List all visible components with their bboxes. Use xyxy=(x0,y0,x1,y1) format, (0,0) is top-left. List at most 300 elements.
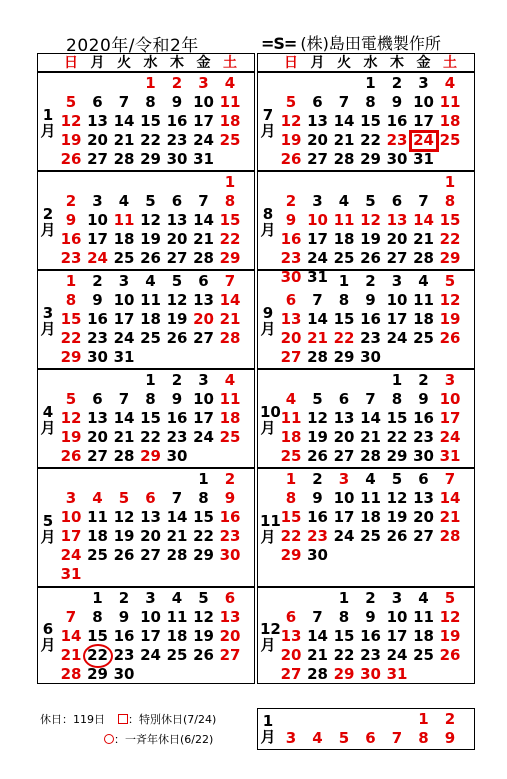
special-holiday-marker xyxy=(409,130,439,152)
day-cell: 29 xyxy=(219,249,241,267)
day-cell: 24 xyxy=(87,249,108,267)
month-label: 1 月 xyxy=(260,712,276,746)
day-cell: 16 xyxy=(60,230,82,248)
legend-total: 休日：119日 xyxy=(40,713,105,726)
day-cell: 23 xyxy=(166,131,188,149)
day-cell: 30 xyxy=(166,150,188,168)
day-cell: 29 xyxy=(87,665,108,683)
day-cell: 26 xyxy=(280,150,302,168)
day-cell: 8 xyxy=(198,489,209,507)
day-cell: 25 xyxy=(333,249,355,267)
day-cell: 14 xyxy=(113,112,135,130)
day-cell: 4 xyxy=(312,729,323,747)
day-cell: 10 xyxy=(413,93,434,111)
day-cell: 3 xyxy=(418,74,429,92)
day-cell: 30 xyxy=(360,348,381,366)
month-block xyxy=(257,468,475,587)
day-cell: 12 xyxy=(307,409,328,427)
day-cell: 16 xyxy=(87,310,108,328)
day-cell: 16 xyxy=(219,508,241,526)
day-cell: 22 xyxy=(360,131,381,149)
day-cell: 31 xyxy=(60,565,82,583)
day-cell: 1 xyxy=(444,173,456,191)
day-cell: 3 xyxy=(285,729,297,747)
day-cell: 5 xyxy=(444,589,456,607)
day-cell: 8 xyxy=(391,390,403,408)
day-cell: 10 xyxy=(60,508,82,526)
day-cell: 5 xyxy=(285,93,297,111)
day-cell: 3 xyxy=(391,272,403,290)
day-cell: 31 xyxy=(413,150,434,168)
legend-holiday-text: ：一斉年休日(6/22) xyxy=(114,733,214,746)
day-cell: 20 xyxy=(280,646,302,664)
day-cell: 8 xyxy=(92,608,103,626)
day-cell: 3 xyxy=(444,371,456,389)
day-cell: 25 xyxy=(219,131,241,149)
day-cell: 9 xyxy=(171,93,183,111)
day-cell: 4 xyxy=(365,470,376,488)
day-cell: 9 xyxy=(171,390,183,408)
day-cell: 29 xyxy=(60,348,82,366)
day-cell: 31 xyxy=(386,665,408,683)
day-cell: 27 xyxy=(386,249,408,267)
day-cell: 5 xyxy=(65,390,77,408)
day-cell: 18 xyxy=(87,527,108,545)
weekday-header xyxy=(37,53,255,72)
day-cell: 1 xyxy=(224,173,236,191)
day-cell: 21 xyxy=(113,131,135,149)
day-cell: 17 xyxy=(333,508,355,526)
day-cell: 2 xyxy=(171,74,183,92)
day-cell: 20 xyxy=(87,428,108,446)
day-cell: 22 xyxy=(386,428,408,446)
day-cell: 18 xyxy=(166,627,188,645)
day-cell: 27 xyxy=(193,329,214,347)
day-cell: 19 xyxy=(140,230,161,248)
day-cell: 6 xyxy=(224,589,236,607)
day-cell: 26 xyxy=(193,646,214,664)
day-cell: 5 xyxy=(65,93,77,111)
day-cell: 7 xyxy=(118,93,130,111)
day-cell: 26 xyxy=(439,646,461,664)
day-cell: 3 xyxy=(198,371,209,389)
weekday-label: 木 xyxy=(170,55,184,71)
day-cell: 17 xyxy=(386,627,408,645)
day-cell: 9 xyxy=(118,608,130,626)
day-cell: 2 xyxy=(365,272,376,290)
day-cell: 21 xyxy=(360,428,381,446)
day-cell: 25 xyxy=(140,329,161,347)
day-cell: 15 xyxy=(386,409,408,427)
day-cell: 13 xyxy=(87,409,108,427)
day-cell: 19 xyxy=(360,230,381,248)
day-cell: 15 xyxy=(333,310,355,328)
day-cell: 2 xyxy=(224,470,236,488)
day-cell: 31 xyxy=(113,348,135,366)
day-cell: 9 xyxy=(65,211,77,229)
day-cell: 15 xyxy=(193,508,214,526)
day-cell: 27 xyxy=(280,348,302,366)
day-cell: 20 xyxy=(219,627,241,645)
day-cell: 19 xyxy=(439,310,461,328)
month-label: 11 月 xyxy=(260,511,281,546)
day-cell: 2 xyxy=(444,710,456,728)
day-cell: 11 xyxy=(113,211,135,229)
day-cell: 6 xyxy=(418,470,429,488)
day-cell: 13 xyxy=(386,211,408,229)
day-cell: 22 xyxy=(439,230,461,248)
day-cell: 19 xyxy=(60,131,82,149)
day-cell: 4 xyxy=(224,74,236,92)
weekday-label: 日 xyxy=(284,55,298,71)
day-cell: 28 xyxy=(219,329,241,347)
day-cell: 13 xyxy=(140,508,161,526)
day-cell: 12 xyxy=(166,291,188,309)
day-cell: 11 xyxy=(333,211,355,229)
day-cell: 1 xyxy=(391,371,403,389)
day-cell: 4 xyxy=(444,74,456,92)
day-cell: 5 xyxy=(365,192,376,210)
day-cell: 13 xyxy=(333,409,355,427)
day-cell: 11 xyxy=(439,93,461,111)
month-label: 3 月 xyxy=(40,303,56,338)
day-cell: 13 xyxy=(280,310,302,328)
day-cell: 23 xyxy=(166,428,188,446)
day-cell: 18 xyxy=(413,627,434,645)
day-cell: 6 xyxy=(198,272,209,290)
day-cell: 26 xyxy=(60,150,82,168)
legend-special-text: ：特別休日(7/24) xyxy=(128,713,217,726)
day-cell: 10 xyxy=(386,291,408,309)
day-cell: 1 xyxy=(285,470,297,488)
day-cell: 14 xyxy=(219,291,241,309)
month-block xyxy=(257,171,475,286)
day-cell: 29 xyxy=(360,150,381,168)
day-cell: 22 xyxy=(60,329,82,347)
day-cell: 7 xyxy=(418,192,429,210)
day-cell: 3 xyxy=(65,489,77,507)
day-cell: 11 xyxy=(413,291,434,309)
day-cell: 28 xyxy=(360,447,381,465)
day-cell: 8 xyxy=(444,192,456,210)
day-cell: 16 xyxy=(166,409,188,427)
day-cell: 21 xyxy=(333,131,355,149)
day-cell: 20 xyxy=(87,131,108,149)
day-cell: 1 xyxy=(418,710,429,728)
day-cell: 22 xyxy=(140,131,161,149)
day-cell: 2 xyxy=(92,272,103,290)
day-cell: 27 xyxy=(87,447,108,465)
day-cell: 16 xyxy=(386,112,408,130)
day-cell: 23 xyxy=(360,646,381,664)
day-cell: 21 xyxy=(413,230,434,248)
day-cell: 4 xyxy=(92,489,103,507)
day-cell: 11 xyxy=(166,608,188,626)
day-cell: 25 xyxy=(166,646,188,664)
day-cell: 17 xyxy=(307,230,328,248)
day-cell: 16 xyxy=(360,310,381,328)
day-cell: 1 xyxy=(338,589,350,607)
day-cell: 28 xyxy=(60,665,82,683)
day-cell: 6 xyxy=(285,608,297,626)
day-cell: 24 xyxy=(193,428,214,446)
day-cell: 18 xyxy=(413,310,434,328)
month-label: 8 月 xyxy=(260,204,276,239)
day-cell: 3 xyxy=(312,192,323,210)
month-label: 4 月 xyxy=(40,402,56,437)
day-cell: 27 xyxy=(307,150,328,168)
month-label: 1 月 xyxy=(40,105,56,140)
company-logo: =S= xyxy=(261,34,297,53)
day-cell: 19 xyxy=(439,627,461,645)
day-cell: 18 xyxy=(439,112,461,130)
day-cell: 29 xyxy=(386,447,408,465)
weekday-label: 木 xyxy=(390,55,404,71)
square-icon xyxy=(118,714,128,724)
day-cell: 11 xyxy=(87,508,108,526)
day-cell: 21 xyxy=(193,230,214,248)
day-cell: 26 xyxy=(166,329,188,347)
day-cell: 19 xyxy=(307,428,328,446)
weekday-label: 水 xyxy=(143,55,158,71)
day-cell: 7 xyxy=(118,390,130,408)
day-cell: 6 xyxy=(338,390,350,408)
day-cell: 9 xyxy=(444,729,456,747)
day-cell: 28 xyxy=(413,249,434,267)
day-cell: 30 xyxy=(307,546,328,564)
day-cell: 13 xyxy=(280,627,302,645)
day-cell: 12 xyxy=(113,508,135,526)
day-cell: 3 xyxy=(391,589,403,607)
day-cell: 13 xyxy=(413,489,434,507)
day-cell: 2 xyxy=(365,589,376,607)
day-cell: 21 xyxy=(307,646,328,664)
day-cell: 22 xyxy=(333,329,355,347)
day-cell: 13 xyxy=(307,112,328,130)
day-cell: 17 xyxy=(140,627,161,645)
day-cell: 10 xyxy=(386,608,408,626)
day-cell: 6 xyxy=(171,192,183,210)
day-cell: 11 xyxy=(360,489,381,507)
day-cell: 29 xyxy=(333,348,355,366)
day-cell: 10 xyxy=(439,390,461,408)
weekday-label: 火 xyxy=(337,55,351,71)
day-cell: 19 xyxy=(113,527,135,545)
month-label: 12 月 xyxy=(260,619,281,654)
day-cell: 14 xyxy=(113,409,135,427)
day-cell: 15 xyxy=(60,310,82,328)
day-cell: 15 xyxy=(333,627,355,645)
day-cell: 6 xyxy=(365,729,376,747)
day-cell: 27 xyxy=(219,646,241,664)
day-cell: 10 xyxy=(307,211,328,229)
day-cell: 31 xyxy=(193,150,214,168)
day-cell: 5 xyxy=(338,729,350,747)
day-cell: 30 xyxy=(386,150,408,168)
day-cell: 2 xyxy=(391,74,403,92)
day-cell: 24 xyxy=(439,428,461,446)
day-cell: 16 xyxy=(413,409,434,427)
day-cell: 24 xyxy=(386,646,408,664)
day-cell: 3 xyxy=(145,589,156,607)
day-cell: 30 xyxy=(87,348,108,366)
day-cell: 3 xyxy=(338,470,350,488)
day-cell: 11 xyxy=(219,390,241,408)
day-cell: 12 xyxy=(60,112,82,130)
day-cell: 30 xyxy=(413,447,434,465)
day-cell: 12 xyxy=(439,291,461,309)
day-cell: 21 xyxy=(219,310,241,328)
day-cell: 20 xyxy=(386,230,408,248)
month-block xyxy=(37,171,255,270)
circle-icon xyxy=(104,734,114,744)
day-cell: 28 xyxy=(333,150,355,168)
day-cell: 13 xyxy=(219,608,241,626)
legend-special xyxy=(118,711,216,727)
day-cell: 28 xyxy=(113,447,135,465)
day-cell: 22 xyxy=(193,527,214,545)
day-cell: 25 xyxy=(413,646,434,664)
day-cell: 10 xyxy=(333,489,355,507)
day-cell: 8 xyxy=(224,192,236,210)
day-cell: 23 xyxy=(87,329,108,347)
day-cell: 12 xyxy=(439,608,461,626)
day-cell: 15 xyxy=(87,627,108,645)
day-cell: 24 xyxy=(60,546,82,564)
day-cell: 14 xyxy=(307,627,328,645)
day-cell: 2 xyxy=(312,470,323,488)
month-label: 10 月 xyxy=(260,402,281,437)
day-cell: 24 xyxy=(193,131,214,149)
day-cell: 28 xyxy=(193,249,214,267)
day-cell: 4 xyxy=(171,589,183,607)
weekday-label: 金 xyxy=(196,55,211,71)
day-cell: 21 xyxy=(166,527,188,545)
day-cell: 18 xyxy=(360,508,381,526)
day-cell: 10 xyxy=(140,608,161,626)
day-cell: 30 xyxy=(219,546,241,564)
day-cell: 9 xyxy=(92,291,103,309)
day-cell: 9 xyxy=(285,211,297,229)
weekday-label: 火 xyxy=(117,55,131,71)
day-cell: 8 xyxy=(365,93,376,111)
day-cell: 17 xyxy=(193,409,214,427)
day-cell: 21 xyxy=(60,646,82,664)
day-cell: 24 xyxy=(413,131,434,149)
day-cell: 31 xyxy=(307,268,328,286)
day-cell: 10 xyxy=(113,291,135,309)
day-cell: 7 xyxy=(224,272,236,290)
day-cell: 25 xyxy=(413,329,434,347)
weekday-header xyxy=(257,53,475,72)
month-block xyxy=(257,270,475,369)
weekday-label: 金 xyxy=(416,55,431,71)
day-cell: 15 xyxy=(439,211,461,229)
day-cell: 7 xyxy=(338,93,350,111)
day-cell: 24 xyxy=(140,646,161,664)
day-cell: 6 xyxy=(391,192,403,210)
day-cell: 25 xyxy=(87,546,108,564)
day-cell: 18 xyxy=(219,112,241,130)
day-cell: 23 xyxy=(280,249,302,267)
day-cell: 4 xyxy=(145,272,156,290)
day-cell: 26 xyxy=(439,329,461,347)
day-cell: 25 xyxy=(113,249,135,267)
day-cell: 17 xyxy=(193,112,214,130)
day-cell: 1 xyxy=(145,74,156,92)
day-cell: 31 xyxy=(439,447,461,465)
day-cell: 23 xyxy=(386,131,408,149)
month-block xyxy=(37,587,255,684)
day-cell: 18 xyxy=(280,428,302,446)
day-cell: 17 xyxy=(60,527,82,545)
day-cell: 27 xyxy=(333,447,355,465)
day-cell: 9 xyxy=(391,93,403,111)
day-cell: 15 xyxy=(140,409,161,427)
day-cell: 14 xyxy=(439,489,461,507)
day-cell: 23 xyxy=(307,527,328,545)
day-cell: 10 xyxy=(87,211,108,229)
day-cell: 14 xyxy=(166,508,188,526)
day-cell: 12 xyxy=(60,409,82,427)
day-cell: 19 xyxy=(60,428,82,446)
day-cell: 14 xyxy=(60,627,82,645)
day-cell: 27 xyxy=(140,546,161,564)
day-cell: 4 xyxy=(418,272,429,290)
day-cell: 29 xyxy=(333,665,355,683)
day-cell: 24 xyxy=(333,527,355,545)
day-cell: 16 xyxy=(307,508,328,526)
day-cell: 2 xyxy=(285,192,297,210)
day-cell: 11 xyxy=(219,93,241,111)
day-cell: 20 xyxy=(166,230,188,248)
day-cell: 5 xyxy=(391,470,403,488)
day-cell: 1 xyxy=(145,371,156,389)
day-cell: 13 xyxy=(87,112,108,130)
day-cell: 29 xyxy=(280,546,302,564)
month-label: 5 月 xyxy=(40,511,56,546)
day-cell: 24 xyxy=(307,249,328,267)
day-cell: 24 xyxy=(113,329,135,347)
day-cell: 6 xyxy=(92,390,103,408)
day-cell: 12 xyxy=(193,608,214,626)
day-cell: 1 xyxy=(198,470,209,488)
day-cell: 21 xyxy=(439,508,461,526)
day-cell: 4 xyxy=(118,192,130,210)
day-cell: 2 xyxy=(171,371,183,389)
day-cell: 20 xyxy=(193,310,214,328)
day-cell: 16 xyxy=(166,112,188,130)
day-cell: 18 xyxy=(219,409,241,427)
day-cell: 26 xyxy=(60,447,82,465)
day-cell: 8 xyxy=(418,729,429,747)
day-cell: 23 xyxy=(413,428,434,446)
day-cell: 26 xyxy=(386,527,408,545)
month-label: 2 月 xyxy=(40,204,56,239)
day-cell: 10 xyxy=(193,93,214,111)
day-cell: 15 xyxy=(280,508,302,526)
day-cell: 4 xyxy=(285,390,297,408)
day-cell: 2 xyxy=(118,589,130,607)
month-block xyxy=(37,468,255,587)
company-header xyxy=(261,31,441,54)
day-cell: 18 xyxy=(113,230,135,248)
day-cell: 5 xyxy=(145,192,156,210)
month-block xyxy=(257,369,475,468)
day-cell: 17 xyxy=(113,310,135,328)
day-cell: 28 xyxy=(113,150,135,168)
day-cell: 30 xyxy=(166,447,188,465)
